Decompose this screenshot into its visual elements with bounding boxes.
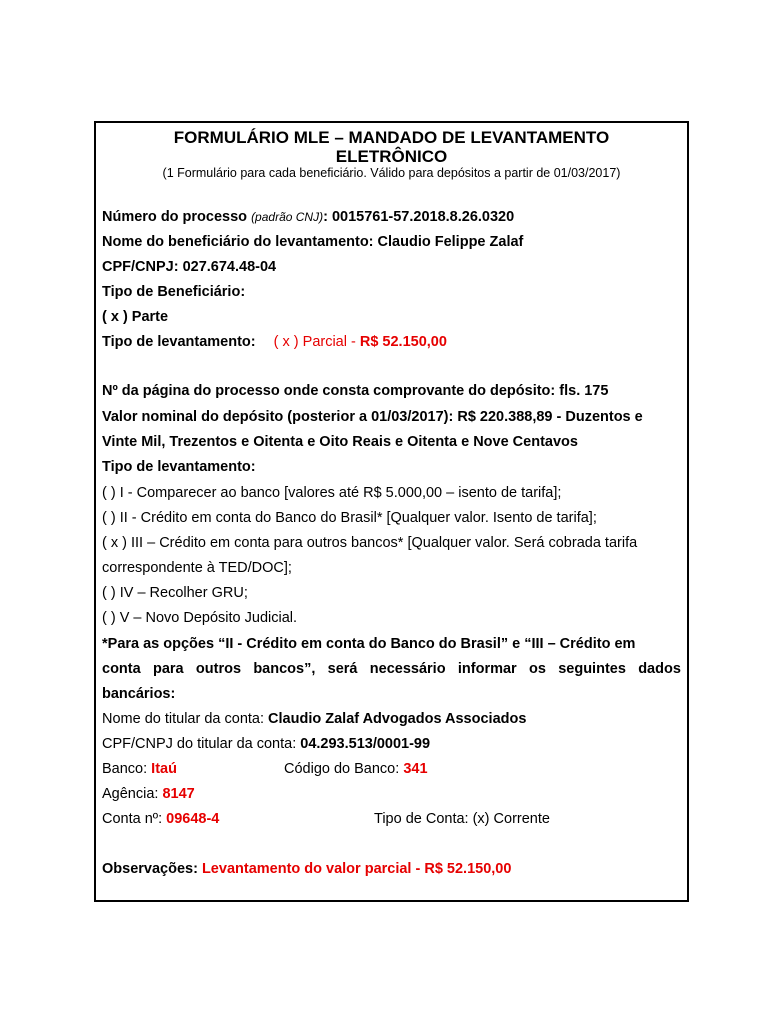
- nota-word: outros: [195, 661, 242, 677]
- form-title-line2: ELETRÔNICO: [335, 147, 448, 166]
- observacoes-label: Observações:: [102, 861, 202, 877]
- titular-label: Nome do titular da conta:: [102, 711, 269, 727]
- form-subtitle: (1 Formulário para cada beneficiário. Válido para depósitos a partir de 01/03/2017): [162, 166, 621, 180]
- opcao-4: ( ) IV – Recolher GRU;: [102, 585, 248, 601]
- processo-line: [102, 207, 681, 227]
- tipo-conta: Tipo de Conta: (x) Corrente: [374, 811, 550, 827]
- opcao-1: ( ) I - Comparecer ao banco [valores até R$ 5.000,00 – isento de tarifa];: [102, 485, 562, 501]
- nota-word: bancos”,: [253, 661, 316, 677]
- mle-form-box: [94, 121, 689, 902]
- nota-word: seguintes: [558, 661, 626, 677]
- nota-word: será: [327, 661, 358, 677]
- opcao-5: ( ) V – Novo Depósito Judicial.: [102, 610, 298, 626]
- valor-nominal-line1: Valor nominal do depósito (posterior a 01/03/2017): R$ 220.388,89 - Duzentos e: [102, 409, 643, 425]
- agencia-value: 8147: [162, 786, 195, 802]
- opcao-2: ( ) II - Crédito em conta do Banco do Brasil* [Qualquer valor. Isento de tarifa];: [102, 510, 597, 526]
- valor-nominal-line2: Vinte Mil, Trezentos e Oitenta e Oito Reais e Oitenta e Nove Centavos: [102, 434, 578, 450]
- codigo-banco-value: 341: [403, 761, 428, 777]
- tipo-levantamento2-label: Tipo de levantamento:: [102, 459, 256, 475]
- pagina-line: Nº da página do processo onde consta comprovante do depósito: fls. 175: [102, 383, 609, 399]
- processo-value: : 0015761-57.2018.8.26.0320: [323, 209, 515, 225]
- nota-line2: [102, 659, 681, 679]
- processo-hint: (padrão CNJ): [251, 210, 324, 224]
- nota-line1: *Para as opções “II - Crédito em conta do Banco do Brasil” e “III – Crédito em: [102, 636, 636, 652]
- cpf-titular-value: 04.293.513/0001-99: [300, 736, 431, 752]
- nota-word: dados: [638, 661, 681, 677]
- agencia-line: [102, 784, 681, 804]
- opcao-3-line2: correspondente à TED/DOC];: [102, 560, 292, 576]
- cpf-line: CPF/CNPJ: 027.674.48-04: [102, 259, 277, 275]
- tipo-levantamento-amount: R$ 52.150,00: [359, 334, 447, 350]
- cpf-titular-label: CPF/CNPJ do titular da conta:: [102, 736, 301, 752]
- agencia-label: Agência:: [102, 786, 163, 802]
- codigo-banco-line: [284, 759, 428, 779]
- nota-word: para: [152, 661, 184, 677]
- opcao-3-line1: ( x ) III – Crédito em conta para outros bancos* [Qualquer valor. Será cobrada tarifa: [102, 535, 638, 551]
- titular-line: [102, 709, 681, 729]
- banco-label: Banco:: [102, 761, 152, 777]
- tipo-levantamento-option: ( x ) Parcial -: [273, 334, 360, 350]
- observacoes-line: [102, 859, 681, 879]
- banco-value: Itaú: [151, 761, 177, 777]
- processo-label: Número do processo: [102, 209, 248, 225]
- cpf-titular-line: [102, 734, 681, 754]
- titular-value: Claudio Zalaf Advogados Associados: [268, 711, 527, 727]
- tipo-beneficiario-label: Tipo de Beneficiário:: [102, 284, 246, 300]
- nota-line3: bancários:: [102, 686, 176, 702]
- observacoes-value: Levantamento do valor parcial - R$ 52.150,00: [201, 861, 512, 877]
- tipo-beneficiario-value: ( x ) Parte: [102, 309, 169, 325]
- tipo-levantamento-label: Tipo de levantamento:: [102, 334, 256, 350]
- form-title-line1: FORMULÁRIO MLE – MANDADO DE LEVANTAMENTO: [173, 128, 610, 147]
- beneficiario-line: Nome do beneficiário do levantamento: Claudio Felippe Zalaf: [102, 234, 524, 250]
- nota-word: os: [529, 661, 546, 677]
- conta-label: Conta nº:: [102, 811, 167, 827]
- nota-word: conta: [102, 661, 141, 677]
- nota-word: informar: [457, 661, 517, 677]
- codigo-banco-label: Código do Banco:: [284, 761, 404, 777]
- conta-value: 09648-4: [166, 811, 220, 827]
- nota-word: necessário: [369, 661, 446, 677]
- tipo-levantamento-line: [102, 332, 681, 352]
